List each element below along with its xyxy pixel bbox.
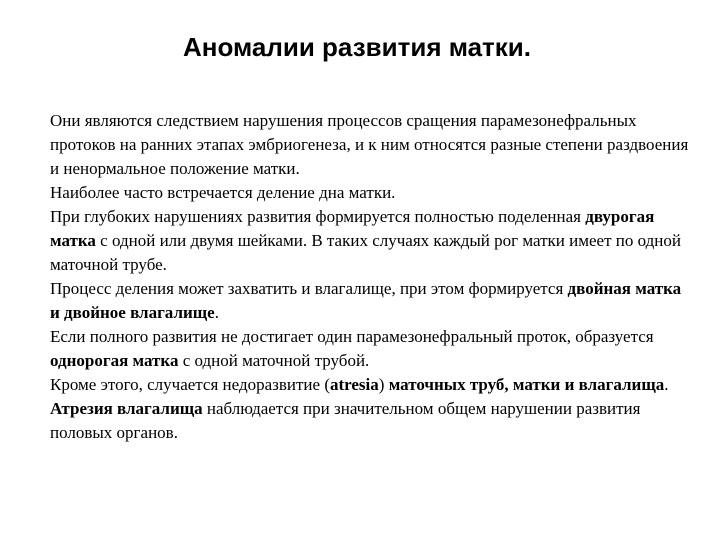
term-atresia: atresia (329, 375, 379, 394)
term-double-uterus-vagina: двойная матка и двойное влагалище (50, 279, 682, 322)
paragraph-7-text-after: наблюдается при значительном общем нарушении развития половых органов. (50, 399, 641, 442)
paragraph-3 (50, 205, 690, 277)
paragraph-4-text-before: Процесс деления может захватить и влагалище, при этом формируется (50, 279, 564, 298)
paragraph-6-text-after: . (664, 375, 669, 394)
paragraph-6 (50, 373, 690, 397)
paragraph-4 (50, 277, 690, 325)
term-tubes-uterus-vagina: маточных труб, матки и влагалища (388, 375, 665, 394)
paragraph-5-text-before: Если полного развития не достигает один парамезонефральный проток, образуется (50, 327, 654, 346)
term-unicornuate-uterus: однорогая матка (50, 351, 179, 370)
paragraph-5 (50, 325, 690, 373)
paragraph-3-text-before: При глубоких нарушениях развития формируется полностью поделенная (50, 207, 581, 226)
term-bicornuate-uterus: двурогая матка (50, 207, 655, 250)
paragraph-6-text-middle: ) (378, 375, 385, 394)
paragraph-2-text: Наиболее часто встречается деление дна матки. (50, 183, 396, 202)
term-vaginal-atresia: Атрезия влагалища (50, 399, 203, 418)
paragraph-3-text-after: с одной или двумя шейками. В таких случаях каждый рог матки имеет по одной маточной трубе. (50, 231, 681, 274)
paragraph-6-text-before: Кроме этого, случается недоразвитие ( (50, 375, 330, 394)
paragraph-1-text: Они являются следствием нарушения процессов сращения парамезонефральных протоков на ранних этапах эмбриогенеза, и к ним относятся разные степени раздвоения и ненормальное положение матки. (50, 111, 689, 178)
paragraph-7 (50, 397, 690, 445)
paragraph-5-text-after: с одной маточной трубой. (182, 351, 370, 370)
paragraph-4-text-after: . (214, 303, 219, 322)
slide-title: Аномалии развития матки. (182, 32, 532, 62)
paragraph-1 (50, 109, 690, 181)
paragraph-2 (50, 181, 690, 205)
slide-body (50, 109, 690, 445)
